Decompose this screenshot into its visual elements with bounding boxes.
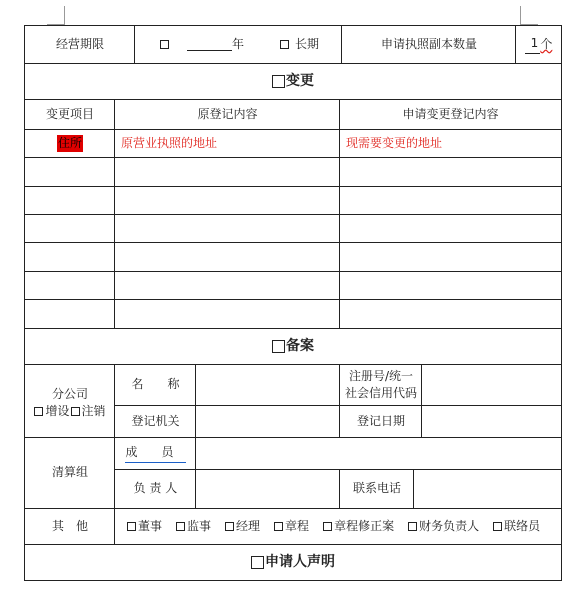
articles-amendment-label: 章程修正案 xyxy=(334,518,395,533)
branch-name-field[interactable] xyxy=(196,365,340,405)
branch-label: 分公司 xyxy=(51,386,88,401)
liaison-label: 联络员 xyxy=(504,518,541,533)
liquidation-leader-field[interactable] xyxy=(196,470,340,508)
reg-no-label-line1: 注册号/统一 xyxy=(348,368,414,383)
articles-amendment-checkbox[interactable] xyxy=(323,522,332,531)
copies-value-field[interactable] xyxy=(516,26,561,63)
declaration-title: 申请人声明 xyxy=(265,554,335,571)
reg-no-label-line2: 社会信用代码 xyxy=(344,386,417,400)
change-row-original[interactable] xyxy=(115,300,340,328)
branch-reg-date-field[interactable] xyxy=(422,406,561,437)
change-row-new[interactable] xyxy=(340,243,561,271)
branch-options xyxy=(34,403,105,420)
change-row-new[interactable]: 现需要变更的地址 xyxy=(346,135,443,150)
liquidation-phone-label: 联系电话 xyxy=(352,481,401,496)
change-checkbox[interactable] xyxy=(272,75,285,88)
liquidation-leader-label: 负 责 人 xyxy=(133,481,178,496)
change-row-item[interactable] xyxy=(25,215,115,242)
branch-authority-label: 登记机关 xyxy=(131,413,180,428)
header-change-item: 变更项目 xyxy=(45,106,94,121)
other-option-finance-officer[interactable] xyxy=(408,518,479,535)
long-term-label: 长期 xyxy=(295,36,320,51)
articles-label: 章程 xyxy=(285,518,310,533)
branch-add-checkbox[interactable] xyxy=(34,407,43,416)
branch-cancel-checkbox[interactable] xyxy=(71,407,80,416)
header-new: 申请变更登记内容 xyxy=(402,106,499,121)
change-row-original[interactable] xyxy=(115,215,340,242)
change-row-new[interactable] xyxy=(340,215,561,242)
members-label: 成 员 xyxy=(125,444,185,462)
other-option-director[interactable] xyxy=(127,518,162,535)
change-row-original[interactable] xyxy=(115,187,340,214)
director-checkbox[interactable] xyxy=(127,522,136,531)
declaration-section-title xyxy=(25,545,561,580)
branch-label-cell xyxy=(25,365,115,437)
other-option-liaison[interactable] xyxy=(493,518,540,535)
director-label: 董事 xyxy=(138,518,163,533)
change-row-new[interactable] xyxy=(340,272,561,299)
other-option-manager[interactable] xyxy=(225,518,260,535)
change-row-item[interactable] xyxy=(25,272,115,299)
branch-reg-no-field[interactable] xyxy=(422,365,561,405)
change-row-item[interactable] xyxy=(25,158,115,186)
finance-officer-checkbox[interactable] xyxy=(408,522,417,531)
branch-name-label: 名 称 xyxy=(131,377,180,392)
copies-value: 1 xyxy=(525,35,541,53)
manager-checkbox[interactable] xyxy=(225,522,234,531)
change-row-item[interactable] xyxy=(25,243,115,271)
change-row-new[interactable] xyxy=(340,187,561,214)
articles-checkbox[interactable] xyxy=(274,522,283,531)
branch-add-label: 增设 xyxy=(45,404,70,418)
other-option-supervisor[interactable] xyxy=(176,518,211,535)
term-input-group xyxy=(135,26,341,63)
change-row-item[interactable] xyxy=(25,130,115,157)
liquidation-phone-field[interactable] xyxy=(414,470,561,508)
change-row-original[interactable]: 原营业执照的地址 xyxy=(121,135,218,150)
change-row-item[interactable] xyxy=(25,187,115,214)
copies-unit: 个 xyxy=(540,36,553,51)
liquidation-label: 清算组 xyxy=(51,465,88,480)
term-years-field[interactable] xyxy=(187,38,232,51)
other-option-articles[interactable] xyxy=(274,518,309,535)
supervisor-checkbox[interactable] xyxy=(176,522,185,531)
change-row-original[interactable] xyxy=(115,158,340,186)
change-row-new[interactable] xyxy=(340,300,561,328)
filing-section-title xyxy=(25,329,561,364)
branch-cancel-label: 注销 xyxy=(81,404,106,418)
liquidation-members-label-cell xyxy=(115,438,196,469)
other-option-articles-amendment[interactable] xyxy=(323,518,394,535)
change-row-original[interactable] xyxy=(115,272,340,299)
liaison-checkbox[interactable] xyxy=(493,522,502,531)
change-title: 变更 xyxy=(286,73,314,90)
fixed-term-checkbox[interactable] xyxy=(160,40,169,49)
branch-reg-date-label: 登记日期 xyxy=(356,413,405,428)
liquidation-members-field[interactable] xyxy=(196,438,561,469)
change-section-title xyxy=(25,64,561,99)
filing-checkbox[interactable] xyxy=(272,340,285,353)
change-row-new[interactable] xyxy=(340,158,561,186)
manager-label: 经理 xyxy=(236,518,261,533)
term-label: 经营期限 xyxy=(55,36,104,51)
declaration-checkbox[interactable] xyxy=(251,556,264,569)
change-row-item[interactable] xyxy=(25,300,115,328)
finance-officer-label: 财务负责人 xyxy=(419,518,480,533)
branch-reg-no-label xyxy=(340,365,422,405)
long-term-checkbox[interactable] xyxy=(280,40,289,49)
year-suffix: 年 xyxy=(232,36,245,51)
change-item-highlight: 住所 xyxy=(57,135,83,152)
other-label: 其 他 xyxy=(51,518,88,533)
other-options xyxy=(115,509,561,544)
supervisor-label: 监事 xyxy=(187,518,212,533)
branch-authority-field[interactable] xyxy=(196,406,340,437)
copies-label: 申请执照副本数量 xyxy=(380,36,477,51)
filing-title: 备案 xyxy=(286,338,314,355)
change-row-original[interactable] xyxy=(115,243,340,271)
header-original: 原登记内容 xyxy=(197,106,258,121)
